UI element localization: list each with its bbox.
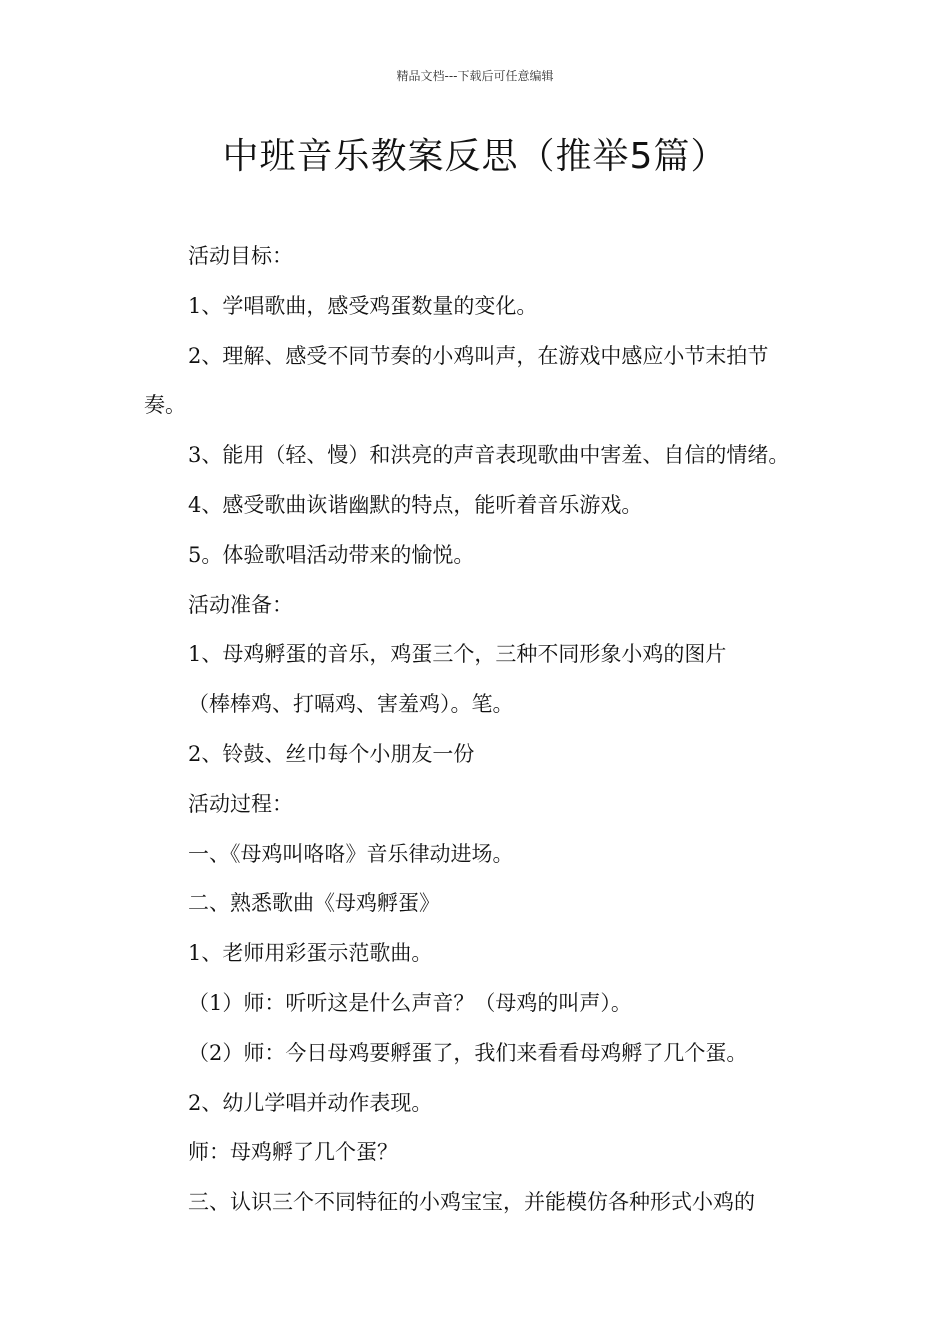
text-line: 2、幼儿学唱并动作表现。 (188, 1090, 433, 1115)
paragraph (144, 282, 824, 332)
text-line: 2、理解、感受不同节奏的小鸡叫声，在游戏中感应小节末拍节 (188, 343, 769, 368)
paragraph (144, 431, 824, 481)
text-line: 活动过程： (188, 791, 293, 816)
paragraph (144, 581, 824, 631)
paragraph (144, 232, 824, 282)
paragraph (144, 531, 824, 581)
paragraph (144, 680, 824, 730)
paragraph (144, 929, 824, 979)
paragraph (144, 481, 824, 531)
text-line: 4、感受歌曲诙谐幽默的特点，能听着音乐游戏。 (188, 492, 643, 517)
text-line: 2、铃鼓、丝巾每个小朋友一份 (188, 741, 475, 766)
header-note: 精品文档---下载后可任意编辑 (396, 69, 554, 83)
text-line: 活动目标： (188, 244, 293, 268)
text-line: 1、老师用彩蛋示范歌曲。 (188, 941, 433, 966)
paragraph (144, 1079, 824, 1129)
paragraph (144, 830, 824, 880)
text-line: 二、熟悉歌曲《母鸡孵蛋》 (188, 891, 440, 916)
text-line: （1）师：听听这是什么声音？（母鸡的叫声）。 (188, 990, 632, 1015)
text-line: 5。体验歌唱活动带来的愉悦。 (188, 542, 475, 567)
text-line: 奏。 (144, 393, 186, 418)
document-title: 中班音乐教案反思（推举5篇） (222, 136, 728, 177)
paragraph (144, 730, 824, 780)
text-line: （棒棒鸡、打嗝鸡、害羞鸡）。笔。 (188, 692, 514, 717)
paragraph (144, 1128, 824, 1178)
text-line: 活动准备： (188, 592, 293, 617)
paragraph (144, 1029, 824, 1079)
text-line: 1、学唱歌曲，感受鸡蛋数量的变化。 (188, 293, 538, 318)
text-line: 师：母鸡孵了几个蛋？ (188, 1140, 398, 1165)
paragraph (144, 1178, 824, 1228)
text-line: （2）师：今日母鸡要孵蛋了，我们来看看母鸡孵了几个蛋。 (188, 1040, 748, 1065)
paragraph (144, 630, 824, 680)
paragraph (144, 879, 824, 929)
paragraph (144, 979, 824, 1029)
paragraph (144, 780, 824, 830)
document-body (144, 232, 824, 1228)
text-line: 一、《母鸡叫咯咯》音乐律动进场。 (188, 841, 514, 866)
paragraph (144, 332, 824, 432)
text-line: 1、母鸡孵蛋的音乐，鸡蛋三个，三种不同形象小鸡的图片 (188, 642, 727, 667)
text-line: 三、认识三个不同特征的小鸡宝宝，并能模仿各种形式小鸡的 (188, 1190, 755, 1215)
text-line: 3、能用（轻、慢）和洪亮的声音表现歌曲中害羞、自信的情绪。 (188, 443, 790, 468)
